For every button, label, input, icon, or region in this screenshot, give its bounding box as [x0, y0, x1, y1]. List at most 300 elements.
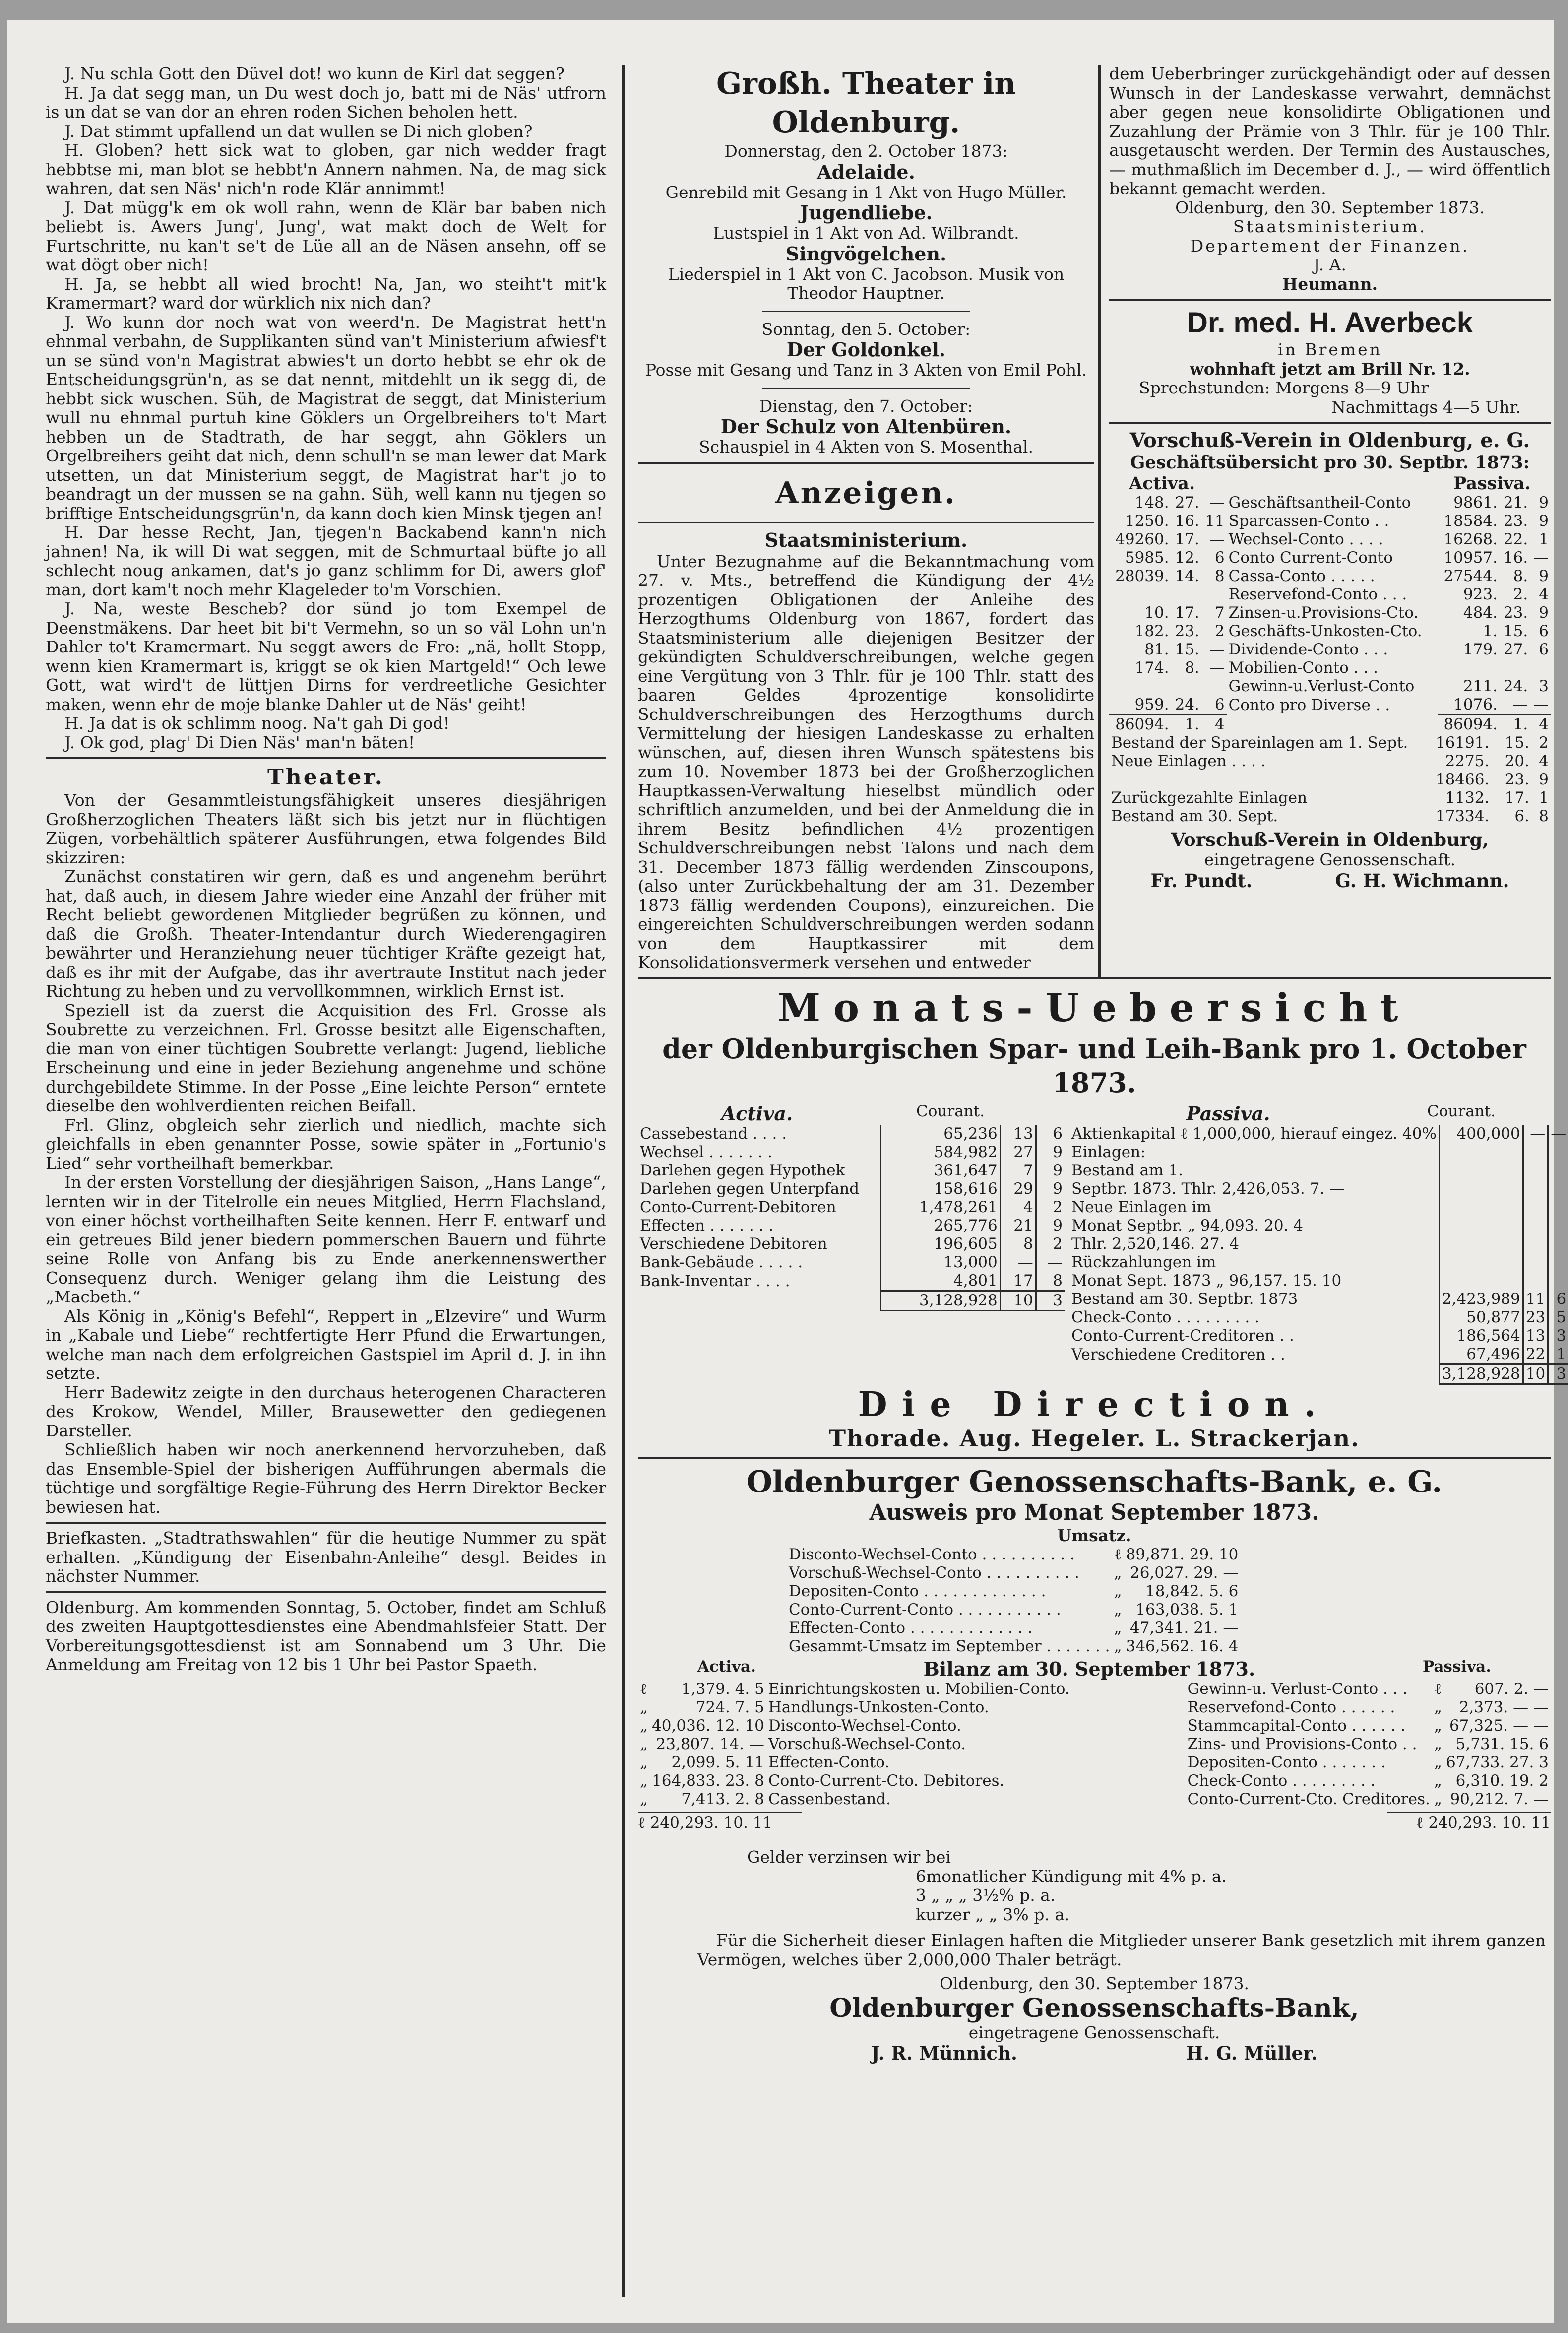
- amount: 6: [1539, 641, 1549, 658]
- total: 3: [1548, 1364, 1568, 1384]
- amount: 11: [1205, 512, 1225, 530]
- amount: 15.: [1505, 734, 1529, 752]
- staats-continued: dem Ueberbringer zurückgehändigt oder auf dessen Wunsch in der Landeskasse verwahrt, demnächst aber gegen neue konsolidirte Obligationen und Zuzahlung der Prämie von 3 Thlr. für je 100 Thlr. ausgetauscht werden. Der Termin des Austausches, — muthmaßlich im December d. J., — wird öffentlich bekannt gemacht werden.: [1109, 64, 1551, 198]
- amount: 18,842. 5. 6: [1145, 1582, 1239, 1600]
- amount: [1548, 1198, 1568, 1217]
- amount: 174.: [1134, 659, 1169, 677]
- amount: 400,000: [1439, 1125, 1523, 1143]
- amount: [1523, 1143, 1548, 1162]
- table-row: [1109, 734, 1551, 752]
- vorschuss-footer-1: Vorschuß-Verein in Oldenburg,: [1171, 829, 1489, 850]
- amount: —: [1209, 659, 1225, 677]
- account-name: Depositen-Conto . . . . . . .: [1187, 1753, 1386, 1771]
- genossen-date: Oldenburg, den 30. September 1873.: [940, 1974, 1249, 1993]
- staats-sign-3: J. A.: [1314, 255, 1346, 274]
- table-row: [1069, 1217, 1568, 1235]
- monats-activa-head: Activa.: [721, 1102, 793, 1125]
- account-name: Verschiedene Debitoren: [640, 1235, 827, 1253]
- account-name: Dividende-Conto . . .: [1228, 641, 1388, 658]
- genossen-umsatz: Umsatz.: [1057, 1526, 1131, 1545]
- bilanz-right: [1104, 1680, 1551, 1833]
- amount: [1109, 677, 1171, 696]
- table-row: [638, 1125, 1065, 1143]
- dialogue-paragraph: J. Wo kunn dor noch wat von weerd'n. De Magistrat hett'n ehnmal verbahn, de Supplikanten sünd van't Ministerium afwiesf't un se sünd von'n Magistrat abwies't un dorto hebbt se ehr ok de Entscheidungsgrün'n, as se dat nennt, mitdehlt un ik segg di, de hebbt sick wuschen. Süh, de Magistrat de seggt, dat Ministerium wull nu ehnmal purtuh kine Göklers un Orgelbreihers to't Mart hebben un de Stadtrath, de har seggt, ahn Göklers un Orgelbreihers geiht dat nich, denn schull'n se man lewer dat Mark utsetten, un dat Ministerium seggt, de Magistrat har't jo to beandragt un der mussen se na gahn. Süh, well kann nu tjegen so brifftige Entscheidungsgrün'n, da kann doch kien Minsk tjegen an!: [46, 312, 606, 523]
- account-name: Gesammt-Umsatz im September . . . . . . .: [789, 1637, 1110, 1655]
- currency-mark: „: [640, 1772, 648, 1790]
- vorschuss-subtitle: Geschäftsübersicht pro 30. Septbr. 1873:: [1130, 453, 1530, 473]
- divider: [638, 462, 1094, 464]
- total: 1.: [1500, 715, 1530, 734]
- total: 3,128,928: [1439, 1364, 1523, 1384]
- currency-mark: „: [640, 1698, 648, 1716]
- amount: 186,564: [1439, 1327, 1523, 1345]
- dialect-dialogue: [46, 65, 606, 752]
- account-name: Cassebestand . . . .: [640, 1125, 787, 1143]
- total: 86094.: [1438, 715, 1500, 734]
- amount: [1523, 1272, 1548, 1290]
- theater-heading: Theater.: [267, 765, 384, 790]
- divider: [762, 311, 970, 312]
- amount: 27: [1000, 1143, 1036, 1162]
- currency-mark: „: [1114, 1619, 1122, 1637]
- amount: —: [1512, 696, 1528, 713]
- account-name: Rückzahlungen im: [1071, 1253, 1216, 1271]
- table-row: [787, 1582, 1240, 1601]
- divider: [1109, 422, 1551, 424]
- currency-mark: „: [1114, 1564, 1122, 1582]
- amount: 50,877: [1439, 1308, 1523, 1327]
- amount: 16191.: [1435, 734, 1490, 752]
- amount: [1171, 585, 1201, 604]
- table-row: [1069, 1125, 1568, 1143]
- amount: 6.: [1514, 807, 1529, 825]
- account-name: Disconto-Wechsel-Conto.: [768, 1717, 961, 1735]
- monats-subtitle: der Oldenburgischen Spar- und Leih-Bank pro 1. October 1873.: [662, 1033, 1526, 1099]
- amount: 9: [1539, 494, 1549, 512]
- monats-courant-a: Courant.: [916, 1102, 985, 1120]
- column-middle: [638, 65, 1094, 972]
- genossen-footer-title: Oldenburger Genossenschafts-Bank,: [829, 1993, 1359, 2023]
- amount: 1132.: [1445, 789, 1490, 807]
- divider: [1109, 299, 1551, 301]
- account-name: Wechsel . . . . . . .: [640, 1143, 773, 1161]
- total: 3,128,928: [881, 1291, 1001, 1311]
- account-name: Darlehen gegen Hypothek: [640, 1162, 845, 1179]
- table-row: [1186, 1717, 1551, 1735]
- table-row: [638, 1735, 1072, 1753]
- table-row: [638, 1217, 1065, 1235]
- amount: 959.: [1134, 696, 1169, 713]
- account-name: Sparcassen-Conto . .: [1228, 512, 1389, 530]
- amount: 5985.: [1125, 549, 1169, 567]
- monats-passiva-head: Passiva.: [1186, 1102, 1270, 1125]
- bilanz-left-total: ℓ 240,293. 10. 11: [638, 1812, 802, 1833]
- account-name: Conto-Current-Creditoren . .: [1071, 1327, 1294, 1345]
- total: 10: [1523, 1364, 1548, 1384]
- bilanz-title: Bilanz am 30. September 1873.: [923, 1658, 1255, 1680]
- table-row: [1109, 771, 1551, 789]
- table-row: [1069, 1162, 1568, 1180]
- staats-heading: Staatsministerium.: [764, 528, 968, 551]
- column-left: [46, 65, 606, 1675]
- play-description: Lustspiel in 1 Akt von Ad. Wilbrandt.: [713, 223, 1019, 243]
- staats-sign-4: Heumann.: [1282, 274, 1378, 294]
- amount: —: [1523, 1125, 1548, 1143]
- amount: 9: [1539, 512, 1549, 530]
- divider: [638, 977, 1551, 979]
- vorschuss-footer-2: eingetragene Genossenschaft.: [1204, 850, 1456, 869]
- amount: [1439, 1272, 1523, 1290]
- theater-paragraph: Speziell ist da zuerst die Acquisition des Frl. Grosse als Soubrette zu verzeichnen. Frl. Grosse besitzt alle Eigenschaften, die man von einer tüchtigen Soubrette verlangt: Jugend, liebliche Erscheinung und eine in jeder Beziehung angenehme und schöne durchgebildete Stimme. In der Posse „Eine leichte Person“ erntete dieselbe den wohlverdienten reichen Beifall.: [46, 1000, 606, 1115]
- table-row: [1109, 696, 1551, 715]
- amount: 26,027. 29. —: [1130, 1564, 1239, 1582]
- table-row: [1109, 622, 1551, 641]
- signer: J. R. Münnich.: [871, 2042, 1017, 2064]
- theater-paragraph: Zunächst constatiren wir gern, daß es und angenehm berührt hat, daß auch, in diesem Jahre wieder eine Anzahl der früher mit Recht beliebt gewordenen Mitglieder begrüßen zu können, und daß die Großh. Theater-Intendantur durch Wiederengagiren bewährter und Heranziehung neuer tüchtiger Kräfte gezeigt hat, daß es ihr mit der Aufgabe, das ihr avertraute Institut nach jeder Richtung zu heben und zu vervollkommnen, wirklich Ernst ist.: [46, 867, 606, 1001]
- amount: 3: [1548, 1327, 1568, 1345]
- amount: 17.: [1175, 604, 1199, 622]
- account-name: Gewinn-u. Verlust-Conto . . .: [1187, 1680, 1408, 1698]
- table-row: [638, 1162, 1065, 1180]
- amount: 27544.: [1443, 567, 1498, 585]
- currency-mark: „: [1114, 1637, 1122, 1655]
- oldenburg-notice: Oldenburg. Am kommenden Sonntag, 5. October, findet am Schluß des zweiten Hauptgottesdienstes eine Abendmahlsfeier Statt. Der Vorbereitungsgottesdienst ist am Sonnabend um 3 Uhr. Die Anmeldung am Freitag von 12 bis 1 Uhr bei Pastor Spaeth.: [46, 1597, 606, 1674]
- amount: 4: [1539, 585, 1549, 603]
- amount: 23.: [1175, 622, 1199, 640]
- amount: 179.: [1463, 641, 1498, 658]
- amount: 22.: [1503, 530, 1528, 548]
- theater-paragraph: Von der Gesammtleistungsfähigkeit unseres diesjährigen Großherzoglichen Theaters läßt sich bis jetzt nur in flüchtigen Zügen, vorbehältlich späterer Ausführungen, etwa folgendes Bild skizziren:: [46, 790, 606, 867]
- table-row: [638, 1698, 1072, 1717]
- amount: 24.: [1503, 677, 1528, 695]
- table-row: [1109, 549, 1551, 567]
- amount: 2: [1036, 1198, 1065, 1217]
- amount: 12.: [1175, 549, 1199, 567]
- amount: 9: [1036, 1180, 1065, 1198]
- account-name: Vorschuß-Wechsel-Conto.: [768, 1735, 966, 1753]
- amount: 81.: [1144, 641, 1169, 658]
- amount: 5: [1548, 1308, 1568, 1327]
- spacer: [638, 1291, 881, 1311]
- amount: 7,413. 2. 8: [681, 1790, 764, 1808]
- amount: 24.: [1175, 696, 1199, 713]
- account-name: Zins- und Provisions-Conto . .: [1187, 1735, 1417, 1753]
- currency-mark: „: [1434, 1717, 1442, 1735]
- divider: [638, 522, 1094, 523]
- divider: [46, 757, 606, 759]
- amount: —: [1209, 494, 1225, 512]
- table-row: [1186, 1753, 1551, 1772]
- amount: 1250.: [1125, 512, 1169, 530]
- theater-title: Großh. Theater in Oldenburg.: [716, 66, 1016, 140]
- amount: 2.: [1513, 585, 1528, 603]
- amount: 1076.: [1453, 696, 1498, 713]
- account-name: Cassa-Conto . . . . .: [1228, 567, 1375, 585]
- amount: 15.: [1175, 641, 1199, 658]
- column-rule-left: [622, 65, 625, 2297]
- bilanz-right-table: [1186, 1680, 1551, 1809]
- table-row: [1109, 641, 1551, 659]
- currency-mark: ℓ: [640, 1680, 647, 1698]
- anzeigen-heading: Anzeigen.: [775, 475, 957, 511]
- vorschuss-heads: [1109, 473, 1551, 494]
- table-row: [638, 1680, 1072, 1698]
- amount: 67,733. 27. 3: [1445, 1753, 1549, 1771]
- vorschuss-table: [1109, 494, 1551, 734]
- table-row: [638, 1180, 1065, 1198]
- table-row: [638, 1753, 1072, 1772]
- amount: 17334.: [1435, 807, 1490, 825]
- table-row: [638, 1272, 1065, 1291]
- label: Bestand der Spareinlagen am 1. Sept.: [1111, 734, 1408, 752]
- amount: 148.: [1134, 494, 1169, 512]
- amount: [1530, 659, 1551, 677]
- amount: 18584.: [1443, 512, 1498, 530]
- table-row: [787, 1564, 1240, 1582]
- amount: 10957.: [1443, 549, 1498, 567]
- table-row: [1109, 752, 1551, 771]
- dialogue-paragraph: J. Nu schla Gott den Düvel dot! wo kunn de Kirl dat seggen?: [64, 64, 564, 83]
- currency-mark: ℓ: [1114, 1546, 1122, 1563]
- divider: [762, 388, 970, 389]
- play-description: Liederspiel in 1 Akt von C. Jacobson. Musik von Theodor Hauptner.: [668, 264, 1065, 303]
- total-row: [1069, 1364, 1568, 1384]
- staats-date: Oldenburg, den 30. September 1873.: [1175, 197, 1485, 217]
- staats-sign-1: Staatsministerium.: [1233, 217, 1427, 236]
- account-name: Aktienkapital ℓ 1,000,000, hierauf eingez. 40%: [1071, 1125, 1437, 1143]
- account-name: Handlungs-Unkosten-Conto.: [768, 1698, 989, 1716]
- table-row: [1109, 585, 1551, 604]
- table-row: [1109, 677, 1551, 696]
- currency-mark: „: [1114, 1582, 1122, 1600]
- account-name: Disconto-Wechsel-Conto . . . . . . . . . .: [789, 1546, 1075, 1563]
- amount: 8: [1214, 567, 1225, 585]
- table-row: [1109, 659, 1551, 677]
- table-row: [1109, 512, 1551, 530]
- theater-programs: [638, 142, 1094, 457]
- signer: G. H. Wichmann.: [1335, 869, 1509, 892]
- amount: 21: [1000, 1217, 1036, 1235]
- vorschuss-activa: Activa.: [1129, 473, 1195, 494]
- amount: 13: [1000, 1125, 1036, 1143]
- umsatz-table: [787, 1546, 1240, 1656]
- amount: 1: [1539, 789, 1549, 807]
- amount: 6,310. 19. 2: [1455, 1772, 1549, 1790]
- amount: 67,496: [1439, 1345, 1523, 1364]
- table-row: [1109, 530, 1551, 549]
- table-row: [1069, 1308, 1568, 1327]
- amount: [1171, 677, 1201, 696]
- amount: —: [1000, 1253, 1036, 1272]
- table-row: [1069, 1272, 1568, 1290]
- amount: 11: [1523, 1290, 1548, 1308]
- amount: 2: [1214, 622, 1225, 640]
- staats-sign-2: Departement der Finanzen.: [1190, 236, 1470, 256]
- dialogue-paragraph: H. Globen? hett sick wat to globen, gar nich wedder fragt hebbtse mi, man blot se hebbt'n Annern nahmen. Na, de mag sick wahren, dat sen Näs' nich'n rode Klär annimmt!: [46, 140, 606, 198]
- table-row: [1109, 494, 1551, 512]
- amount: [1439, 1143, 1523, 1162]
- newspaper-page: [7, 20, 1567, 2323]
- amount: 17.: [1175, 530, 1199, 548]
- amount: [1548, 1253, 1568, 1272]
- account-name: Bestand am 1.: [1071, 1162, 1183, 1179]
- amount: [1523, 1180, 1548, 1198]
- bilanz-passiva: Passiva.: [1422, 1658, 1491, 1676]
- bilanz-right-total: ℓ 240,293. 10. 11: [1387, 1812, 1551, 1833]
- total-row: [638, 1291, 1065, 1311]
- signer: H. G. Müller.: [1186, 2042, 1318, 2064]
- amount: —: [1533, 696, 1549, 713]
- amount: 23.: [1505, 771, 1529, 788]
- dialogue-paragraph: H. Dar hesse Recht, Jan, tjegen'n Backabend kann'n nich jahnen! Na, ik will Di wat seggen, mit de Schmurtaal büfte jo all schlecht noug ankamen, dat's jo ganz schlimm for Di, awers glof' man, dort kam't noch mehr Klageleder to'm Vorschien.: [46, 522, 606, 599]
- amount: 4,801: [881, 1272, 1001, 1291]
- currency-mark: „: [1114, 1601, 1122, 1619]
- amount: [1439, 1162, 1523, 1180]
- program-date: Donnerstag, den 2. October 1873:: [724, 141, 1008, 161]
- table-row: [1069, 1327, 1568, 1345]
- amount: 67,325. — —: [1449, 1717, 1549, 1735]
- amount: [1439, 1235, 1523, 1253]
- account-name: Verschiedene Creditoren . .: [1071, 1345, 1285, 1363]
- total: [1227, 715, 1438, 734]
- amount: 16.: [1175, 512, 1199, 530]
- amount: 28039.: [1115, 567, 1169, 585]
- account-name: Reservefond-Conto . . . . . .: [1187, 1698, 1395, 1716]
- amount: [1439, 1180, 1523, 1198]
- account-name: Bank-Inventar . . . .: [640, 1272, 790, 1290]
- account-name: Stammcapital-Conto . . . . . .: [1187, 1717, 1406, 1735]
- dialogue-paragraph: J. Dat stimmt upfallend un dat wullen se Di nich globen?: [64, 121, 533, 141]
- table-row: [787, 1619, 1240, 1637]
- amount: 23: [1523, 1308, 1548, 1327]
- table-row: [1069, 1235, 1568, 1253]
- label: Zurückgezahlte Einlagen: [1111, 789, 1308, 807]
- amount: 2,423,989: [1439, 1290, 1523, 1308]
- direction-names: Thorade. Aug. Hegeler. L. Strackerjan.: [828, 1425, 1360, 1452]
- amount: 923.: [1463, 585, 1498, 603]
- amount: 9: [1036, 1143, 1065, 1162]
- amount: 2: [1539, 734, 1549, 752]
- total: 10: [1000, 1291, 1036, 1311]
- program-date: Dienstag, den 7. October:: [759, 396, 973, 416]
- account-name: Conto-Current-Debitoren: [640, 1198, 836, 1216]
- monats-passiva-table: [1069, 1125, 1568, 1385]
- account-name: Einlagen:: [1071, 1143, 1146, 1161]
- account-name: Conto-Current-Cto. Creditores.: [1187, 1790, 1430, 1808]
- amount: [1438, 659, 1500, 677]
- currency-mark: „: [1434, 1735, 1442, 1753]
- account-name: Effecten . . . . . . .: [640, 1217, 774, 1234]
- amount: [1201, 585, 1227, 604]
- amount: 196,605: [881, 1235, 1001, 1253]
- total: 4: [1201, 715, 1227, 734]
- amount: 29: [1000, 1180, 1036, 1198]
- table-row: [787, 1601, 1240, 1619]
- account-name: Check-Conto . . . . . . . . .: [1187, 1772, 1376, 1790]
- amount: 265,776: [881, 1217, 1001, 1235]
- account-name: Conto-Current-Conto . . . . . . . . . . .: [789, 1601, 1061, 1619]
- account-name: Depositen-Conto . . . . . . . . . . . . .: [789, 1582, 1046, 1600]
- account-name: Darlehen gegen Unterpfand: [640, 1180, 860, 1198]
- amount: 8.: [1513, 567, 1528, 585]
- table-row: [1109, 807, 1551, 826]
- account-name: Monat Septbr. „ 94,093. 20. 4: [1071, 1217, 1303, 1234]
- account-name: Zinsen-u.Provisions-Cto.: [1228, 604, 1419, 622]
- amount: 164,833. 23. 8: [652, 1772, 764, 1790]
- amount: 3: [1539, 677, 1549, 695]
- amount: 6: [1539, 622, 1549, 640]
- table-row: [1186, 1680, 1551, 1698]
- account-name: Reservefond-Conto . . .: [1228, 585, 1407, 603]
- theater-paragraph: Schließlich haben wir noch anerkennend hervorzuheben, daß das Ensemble-Spiel der bisherigen Aufführungen abermals die tüchtige und sorgfältige Regie-Führung des Herrn Direktor Becker bewiesen hat.: [46, 1440, 606, 1517]
- currency-mark: „: [1434, 1790, 1442, 1808]
- averbeck-hours-1: Sprechstunden: Morgens 8—9 Uhr: [1139, 378, 1429, 397]
- amount: 1: [1548, 1345, 1568, 1364]
- amount: —: [1209, 641, 1225, 658]
- bilanz-body: [638, 1680, 1551, 1833]
- amount: 607. 2. —: [1474, 1680, 1549, 1698]
- amount: 21.: [1503, 494, 1528, 512]
- amount: [1523, 1217, 1548, 1235]
- dialogue-paragraph: H. Ja dat segg man, un Du west doch jo, batt mi de Näs' utfrorn is un dat se van dor an ehren roden Sichen beholen hett.: [46, 83, 606, 122]
- sicherheit: Für die Sicherheit dieser Einlagen haften die Mitglieder unserer Bank gesetzlich mit ihrem ganzen Vermögen, welches über 2,000,000 Thaler beträgt.: [697, 1931, 1546, 1969]
- amount: 27.: [1503, 641, 1528, 658]
- amount: 13,000: [881, 1253, 1001, 1272]
- account-name: Geschäftsantheil-Conto: [1228, 494, 1411, 512]
- amount: 23,807. 14. —: [656, 1735, 764, 1753]
- monats-courant-p: Courant.: [1427, 1102, 1496, 1120]
- vorschuss-signers: [1109, 870, 1551, 892]
- currency-mark: ℓ: [1434, 1680, 1442, 1698]
- amount: 8: [1000, 1235, 1036, 1253]
- amount: 2: [1036, 1235, 1065, 1253]
- amount: 584,982: [881, 1143, 1001, 1162]
- amount: 7: [1000, 1162, 1036, 1180]
- amount: 8.: [1185, 659, 1199, 677]
- account-name: Cassenbestand.: [768, 1790, 891, 1808]
- amount: 20.: [1505, 752, 1529, 770]
- account-name: Einrichtungskosten u. Mobilien-Conto.: [768, 1680, 1070, 1698]
- total: 3: [1036, 1291, 1065, 1311]
- table-row: [1069, 1143, 1568, 1162]
- total: 86094.: [1109, 715, 1171, 734]
- label: Neue Einlagen . . . .: [1111, 752, 1266, 770]
- table-row: [638, 1717, 1072, 1735]
- amount: 15.: [1503, 622, 1528, 640]
- averbeck-city: in Bremen: [1278, 340, 1382, 359]
- amount: 1,478,261: [881, 1198, 1001, 1217]
- amount: 90,212. 7. —: [1450, 1790, 1549, 1808]
- account-name: Effecten-Conto.: [768, 1753, 890, 1771]
- amount: 4: [1000, 1198, 1036, 1217]
- table-row: [1069, 1253, 1568, 1272]
- amount: 47,341. 21. —: [1130, 1619, 1239, 1637]
- table-row: [787, 1546, 1240, 1564]
- account-name: Conto pro Diverse . .: [1228, 696, 1390, 714]
- play-description: Posse mit Gesang und Tanz in 3 Akten von Emil Pohl.: [645, 360, 1087, 380]
- amount: 23.: [1503, 604, 1528, 622]
- divider: [46, 1591, 606, 1593]
- direction-heading: Die Direction.: [858, 1385, 1331, 1425]
- monats-body: [638, 1102, 1567, 1385]
- amount: 4: [1539, 752, 1549, 770]
- averbeck-hours-2: Nachmittags 4—5 Uhr.: [1331, 397, 1521, 417]
- amount: [1523, 1162, 1548, 1180]
- divider: [638, 1457, 1551, 1459]
- currency-mark: „: [640, 1790, 648, 1808]
- amount: 2275.: [1445, 752, 1490, 770]
- amount: [1523, 1253, 1548, 1272]
